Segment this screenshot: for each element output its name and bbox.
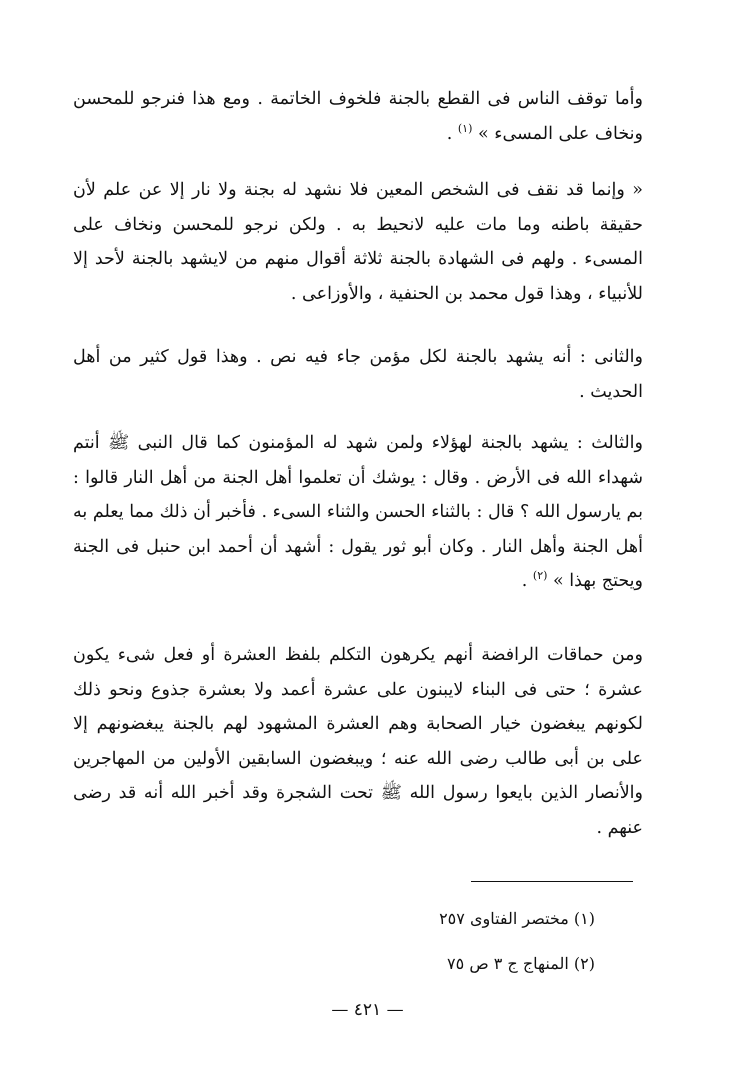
paragraph-1-tail: . [446,123,458,144]
paragraph-1 [73,82,643,151]
footnote-1: (١) مختصر الفتاوى ٢٥٧ [439,909,595,928]
footnote-ref-2: (٢) [532,569,548,583]
paragraph-1-text: وأما توقف الناس فى القطع بالجنة فلخوف الخاتمة . ومع هذا فنرجو للمحسن ونخاف على المسىء » [73,89,643,144]
paragraph-4-tail: . [521,571,533,591]
paragraph-2: « وإنما قد نقف فى الشخص المعين فلا نشهد له بجنة ولا نار إلا عن علم لأن حقيقة باطنه وما مات عليه لانحيط به . ولكن نرجو للمحسن ونخاف على المسىء . ولهم فى الشهادة بالجنة ثلاثة أقوال منهم من لايشهد بالجنة لأحد إلا للأنبياء ، وهذا قول محمد بن الحنفية ، والأوزاعى . [73,180,643,304]
paragraph-4 [73,426,643,599]
paragraph-5: ومن حماقات الرافضة أنهم يكرهون التكلم بلفظ العشرة أو فعل شىء يكون عشرة ؛ حتى فى البناء لايبنون على عشرة أعمد ولا بعشرة جذوع ونحو ذلك لكونهم يبغضون خيار الصحابة وهم العشرة المشهود لهم بالجنة يبغضونهم إلا على بن أبى طالب رضى الله عنه ؛ ويبغضون السابقين الأولين من المهاجرين والأنصار الذين بايعوا رسول الله ﷺ تحت الشجرة وقد أخبر الله أنه قد رضى عنهم . [73,645,643,838]
footnote-2: (٢) المنهاج ج ٣ ص ٧٥ [447,954,595,973]
page-number: — ٤٢١ — [331,1000,404,1020]
paragraph-4-text: والثالث : يشهد بالجنة لهؤلاء ولمن شهد له المؤمنون كما قال النبى ﷺ أنتم شهداء الله فى الأرض . وقال : يوشك أن تعلموا أهل الجنة من أهل النار قالوا : بم يارسول الله ؟ قال : بالثناء الحسن والثناء السىء . فأخبر أن ذلك مما يعلم به أهل الجنة وأهل النار . وكان أبو ثور يقول : أشهد أن أحمد ابن حنبل فى الجنة ويحتج بهذا » [73,433,643,591]
footnote-divider [471,881,633,882]
paragraph-3: والثانى : أنه يشهد بالجنة لكل مؤمن جاء فيه نص . وهذا قول كثير من أهل الحديث . [73,347,643,402]
footnote-ref-1: (١) [457,121,473,135]
